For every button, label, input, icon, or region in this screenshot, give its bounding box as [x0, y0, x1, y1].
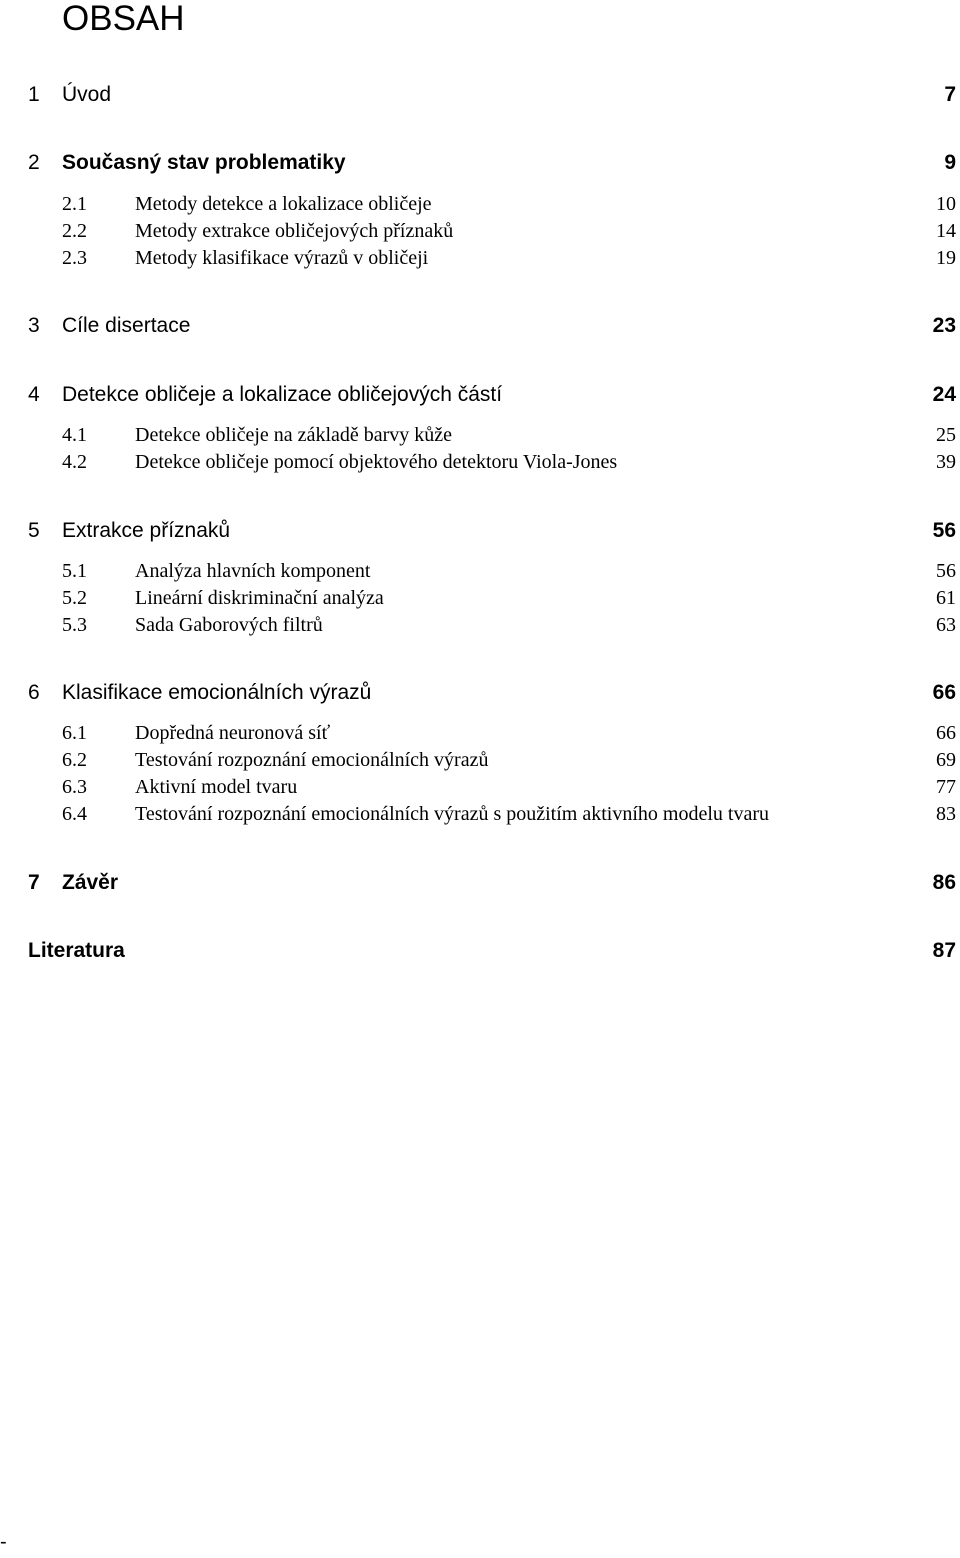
section-title: Testování rozpoznání emocionálních výrazů s použitím aktivního modelu tvaru — [135, 803, 769, 825]
chapter-title: Cíle disertace — [62, 314, 191, 337]
section-page: 66 — [936, 722, 956, 744]
section-title: Sada Gaborových filtrů — [135, 614, 323, 636]
chapter-number: 5 — [28, 519, 40, 542]
page-footer-dash: - — [0, 1531, 7, 1553]
toc-section-5-2[interactable] — [0, 584, 960, 614]
toc-chapter-5[interactable] — [0, 516, 960, 546]
section-number: 6.3 — [62, 776, 87, 798]
toc-literature[interactable] — [0, 936, 960, 966]
chapter-page: 7 — [944, 83, 956, 106]
section-number: 5.2 — [62, 587, 87, 609]
section-number: 5.3 — [62, 614, 87, 636]
toc-section-6-1[interactable] — [0, 719, 960, 749]
toc-section-4-1[interactable] — [0, 421, 960, 451]
chapter-title: Detekce obličeje a lokalizace obličejových částí — [62, 383, 503, 406]
chapter-number: 6 — [28, 681, 40, 704]
toc-chapter-4[interactable] — [0, 380, 960, 410]
chapter-page: 24 — [932, 383, 956, 406]
section-page: 19 — [936, 247, 956, 269]
chapter-title: Závěr — [62, 871, 119, 894]
chapter-title: Úvod — [62, 83, 112, 106]
section-page: 10 — [936, 193, 956, 215]
section-title: Detekce obličeje pomocí objektového detektoru Viola-Jones — [135, 451, 618, 473]
chapter-number: 2 — [28, 151, 40, 174]
section-title: Detekce obličeje na základě barvy kůže — [135, 424, 453, 446]
section-title: Testování rozpoznání emocionálních výrazů — [135, 749, 489, 771]
toc-chapter-3[interactable] — [0, 311, 960, 341]
toc-section-5-1[interactable] — [0, 557, 960, 587]
toc-section-6-2[interactable] — [0, 746, 960, 776]
section-page: 83 — [936, 803, 956, 825]
section-page: 56 — [936, 560, 956, 582]
section-title: Aktivní model tvaru — [135, 776, 298, 798]
section-number: 4.1 — [62, 424, 87, 446]
section-number: 6.1 — [62, 722, 87, 744]
chapter-title: Extrakce příznaků — [62, 519, 231, 542]
section-title: Analýza hlavních komponent — [135, 560, 371, 582]
toc-section-5-3[interactable] — [0, 611, 960, 641]
toc-section-2-2[interactable] — [0, 217, 960, 247]
section-page: 14 — [936, 220, 956, 242]
section-page: 77 — [936, 776, 956, 798]
section-page: 25 — [936, 424, 956, 446]
chapter-page: 23 — [932, 314, 956, 337]
toc-chapter-6[interactable] — [0, 678, 960, 708]
toc-chapter-7[interactable] — [0, 868, 960, 898]
section-title: Metody klasifikace výrazů v obličeji — [135, 247, 429, 269]
literature-page: 87 — [932, 939, 956, 962]
section-title: Metody detekce a lokalizace obličeje — [135, 193, 432, 215]
section-number: 5.1 — [62, 560, 87, 582]
chapter-number: 7 — [28, 871, 40, 894]
section-number: 2.3 — [62, 247, 87, 269]
toc-section-6-4[interactable] — [0, 800, 960, 830]
chapter-page: 56 — [932, 519, 956, 542]
section-number: 4.2 — [62, 451, 87, 473]
chapter-title: Současný stav problematiky — [62, 151, 346, 174]
section-number: 6.4 — [62, 803, 87, 825]
chapter-page: 9 — [944, 151, 956, 174]
toc-section-4-2[interactable] — [0, 448, 960, 478]
section-number: 2.1 — [62, 193, 87, 215]
chapter-page: 66 — [932, 681, 956, 704]
chapter-title: Klasifikace emocionálních výrazů — [62, 681, 372, 704]
toc-chapter-2[interactable] — [0, 148, 960, 178]
section-page: 69 — [936, 749, 956, 771]
toc-section-2-3[interactable] — [0, 244, 960, 274]
page-title: OBSAH — [62, 0, 185, 38]
toc-chapter-1[interactable] — [0, 80, 960, 110]
chapter-page: 86 — [932, 871, 956, 894]
section-number: 6.2 — [62, 749, 87, 771]
chapter-number: 3 — [28, 314, 40, 337]
toc-section-6-3[interactable] — [0, 773, 960, 803]
chapter-number: 1 — [28, 83, 40, 106]
section-page: 39 — [936, 451, 956, 473]
chapter-number: 4 — [28, 383, 40, 406]
section-title: Lineární diskriminační analýza — [135, 587, 384, 609]
section-number: 2.2 — [62, 220, 87, 242]
section-page: 61 — [936, 587, 956, 609]
toc-section-2-1[interactable] — [0, 190, 960, 220]
literature-title: Literatura — [28, 939, 125, 962]
section-title: Metody extrakce obličejových příznaků — [135, 220, 454, 242]
section-page: 63 — [936, 614, 956, 636]
section-title: Dopředná neuronová síť — [135, 722, 331, 744]
